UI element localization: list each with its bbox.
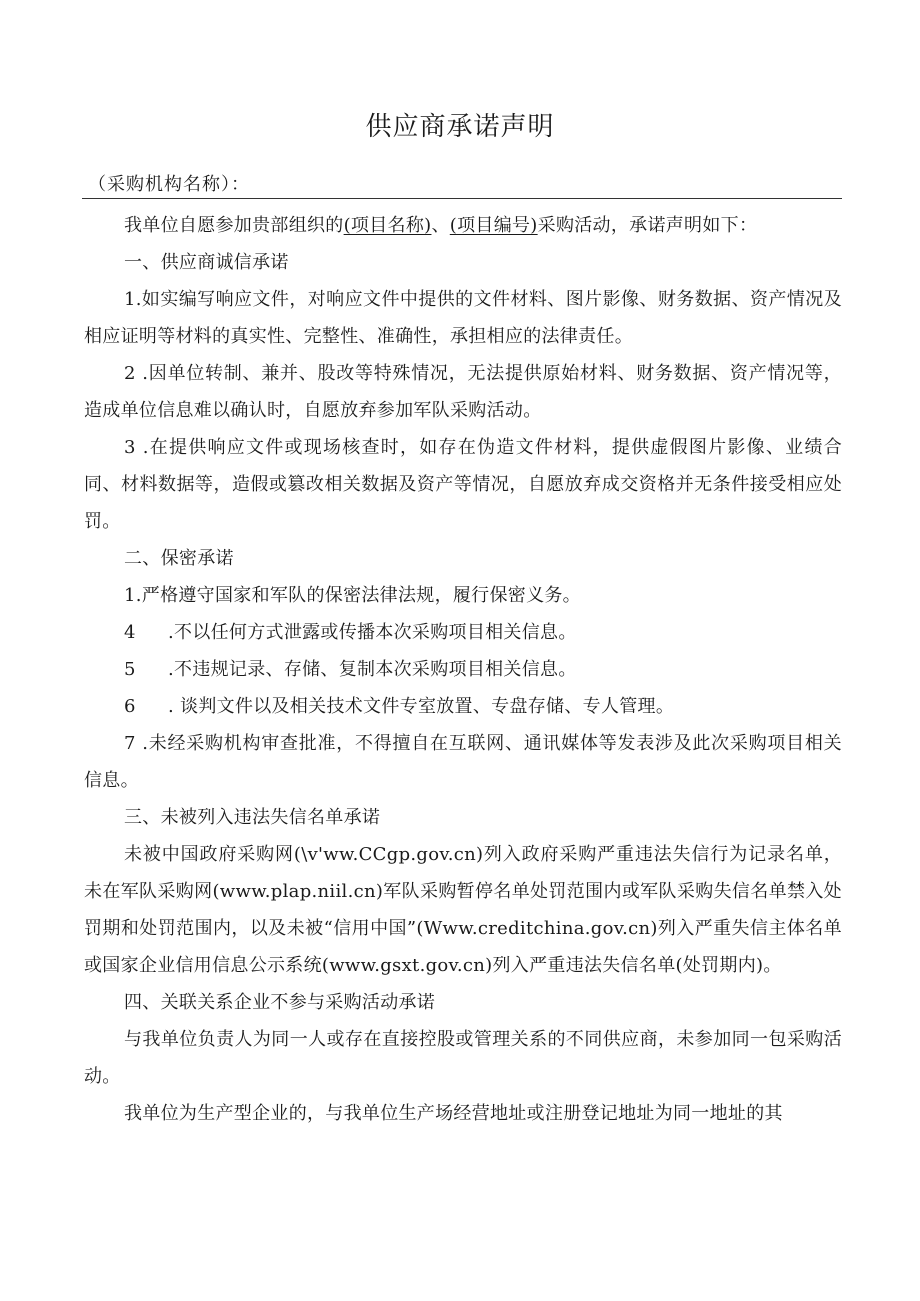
section-heading-integrity: 一、供应商诚信承诺 [124, 252, 289, 273]
related-party-paragraph-1: 与我单位负责人为同一人或存在直接控股或管理关系的不同供应商，未参加同一包采购活动。 [84, 1029, 842, 1087]
item-number: 4 [124, 622, 136, 643]
confidentiality-item-7: 7 .未经采购机构审查批准，不得擅自在互联网、通讯媒体等发表涉及此次采购项目相关信息。 [84, 733, 842, 791]
section-heading-blacklist: 三、未被列入违法失信名单承诺 [124, 807, 381, 828]
confidentiality-item-4 [84, 614, 842, 651]
project-number-field: (项目编号) [449, 215, 538, 236]
document-title: 供应商承诺声明 [365, 112, 555, 142]
confidentiality-item-5 [84, 651, 842, 688]
related-party-paragraph-2: 我单位为生产型企业的，与我单位生产场经营地址或注册登记地址为同一地址的其 [124, 1103, 783, 1124]
section-heading-related-party: 四、关联关系企业不参与采购活动承诺 [124, 992, 436, 1013]
item-number: 5 [124, 659, 136, 680]
intro-paragraph [84, 207, 842, 244]
item-text: .不以任何方式泄露或传播本次采购项目相关信息。 [168, 622, 577, 643]
integrity-item-2: 2 .因单位转制、兼并、股改等特殊情况，无法提供原始材料、财务数据、资产情况等，造成单位信息难以确认时，自愿放弃参加军队采购活动。 [84, 363, 842, 421]
blacklist-paragraph: 未被中国政府采购网(\v'ww.CCgp.gov.cn)列入政府采购严重违法失信行为记录名单，未在军队采购网(www.plap.niil.cn)军队采购暂停名单处罚范围内或军队采购失信名单禁入处罚期和处罚范围内，以及未被“信用中国”(Www.creditchina.gov.cn)列入严重失信主体名单或国家企业信用信息公示系统(www.gsxt.gov.cn)列入严重违法失信名单(处罚期内)。 [84, 844, 842, 976]
item-number: 6 [124, 696, 136, 717]
item-text: .不违规记录、存储、复制本次采购项目相关信息。 [168, 659, 577, 680]
recipient-line: （采购机构名称）： [88, 174, 250, 195]
project-name-field: (项目名称) [343, 215, 432, 236]
intro-sep: 、 [431, 215, 450, 236]
header-divider [82, 198, 842, 199]
item-text: . 谈判文件以及相关技术文件专室放置、专盘存储、专人管理。 [168, 696, 675, 717]
document-body [84, 207, 842, 1132]
integrity-item-1: 1.如实编写响应文件，对响应文件中提供的文件材料、图片影像、财务数据、资产情况及相应证明等材料的真实性、完整性、准确性，承担相应的法律责任。 [84, 289, 842, 347]
intro-after: 采购活动，承诺声明如下： [537, 215, 758, 236]
confidentiality-item-1: 1.严格遵守国家和军队的保密法律法规，履行保密义务。 [124, 585, 581, 606]
intro-before: 我单位自愿参加贵部组织的 [124, 215, 344, 236]
integrity-item-3: 3 .在提供响应文件或现场核查时，如存在伪造文件材料，提供虚假图片影像、业绩合同、材料数据等，造假或篡改相关数据及资产等情况，自愿放弃成交资格并无条件接受相应处罚。 [84, 437, 842, 532]
confidentiality-item-6 [84, 688, 842, 725]
section-heading-confidentiality: 二、保密承诺 [124, 548, 234, 569]
